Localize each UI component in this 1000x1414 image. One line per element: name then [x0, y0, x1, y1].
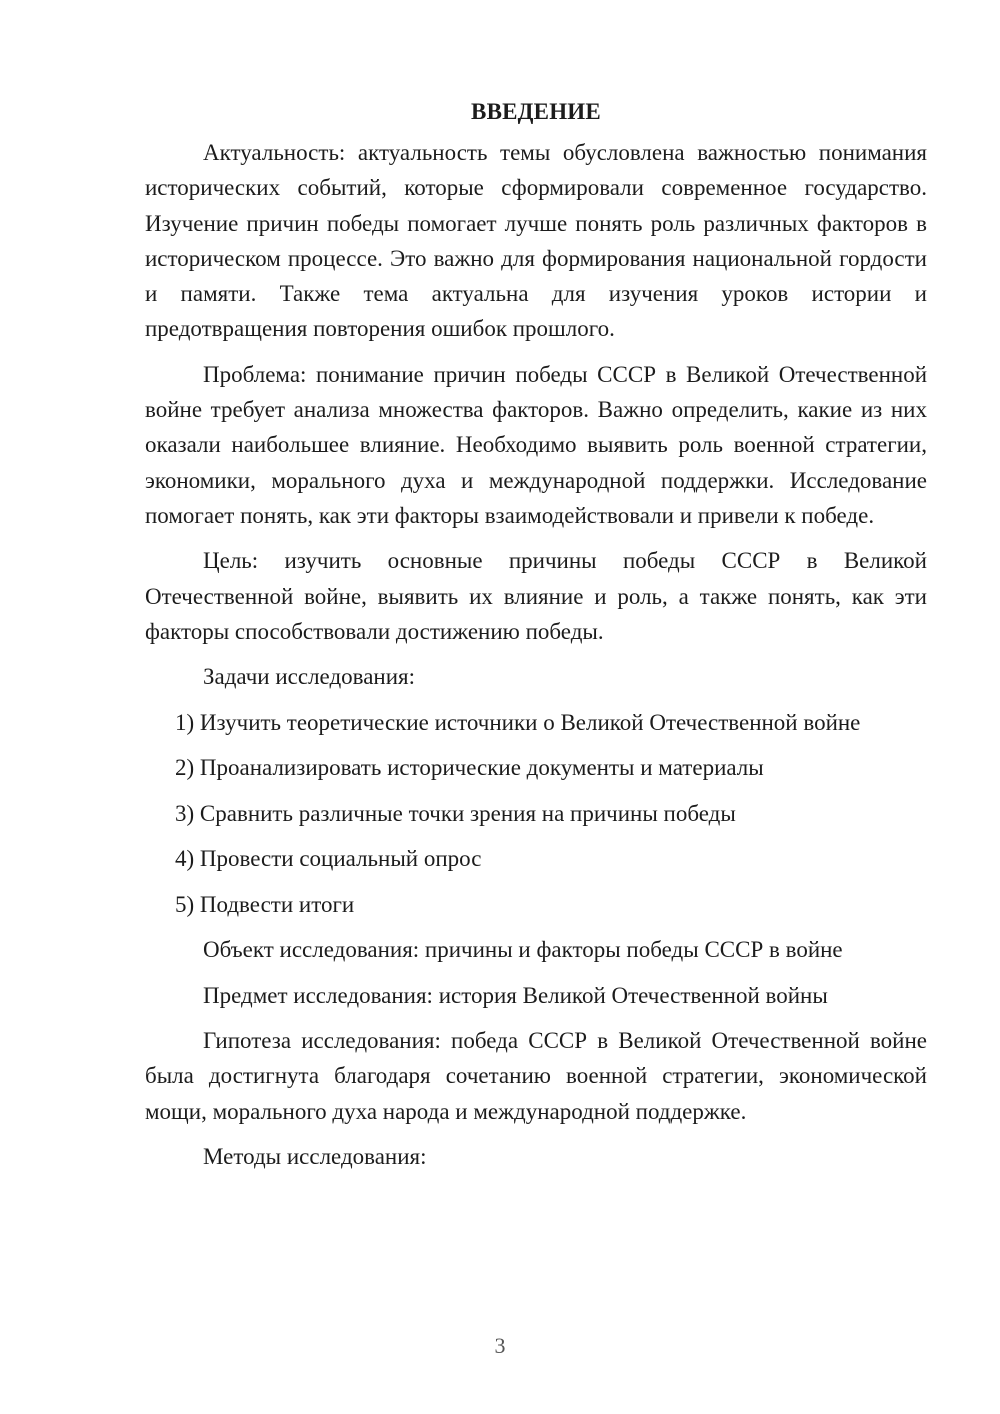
problem-paragraph: Проблема: понимание причин победы СССР в Великой Отечественной войне требует анализа множества факторов. Важно определить, какие из них оказали наибольшее влияние. Необходимо выявить роль военной стратегии, экономики, морального духа и международной поддержки. Исследование помогает понять, как эти факторы взаимодействовали и привели к победе.: [145, 361, 927, 528]
relevance-paragraph: Актуальность: актуальность темы обусловлена важностью понимания исторических событий, которые сформировали современное государство. Изучение причин победы помогает лучше понять роль различных факторов в историческом процессе. Это важно для формирования национальной гордости и памяти. Также тема актуальна для изучения уроков истории и предотвращения повторения ошибок прошлого.: [145, 140, 927, 342]
list-item: 5) Подвести итоги: [175, 891, 355, 917]
hypothesis-paragraph: Гипотеза исследования: победа СССР в Великой Отечественной войне была достигнута благодаря сочетанию военной стратегии, экономической мощи, морального духа народа и международной поддержке.: [145, 1028, 927, 1124]
research-object: Объект исследования: причины и факторы победы СССР в войне: [203, 937, 843, 963]
list-item: 3) Сравнить различные точки зрения на причины победы: [175, 800, 736, 826]
methods-heading: Методы исследования:: [203, 1144, 427, 1170]
section-title: ВВЕДЕНИЕ: [471, 99, 601, 124]
document-page: [145, 94, 927, 1185]
page-number: 3: [494, 1333, 506, 1358]
list-item: 2) Проанализировать исторические документы и материалы: [175, 755, 764, 781]
list-item: 1) Изучить теоретические источники о Великой Отечественной войне: [175, 709, 861, 735]
tasks-heading: Задачи исследования:: [203, 664, 416, 690]
tasks-list: [145, 705, 927, 922]
goal-paragraph: Цель: изучить основные причины победы СССР в Великой Отечественной войне, выявить их влияние и роль, а также понять, как эти факторы способствовали достижению победы.: [145, 548, 927, 644]
research-subject: Предмет исследования: история Великой Отечественной войны: [203, 982, 828, 1008]
list-item: 4) Провести социальный опрос: [175, 846, 482, 872]
